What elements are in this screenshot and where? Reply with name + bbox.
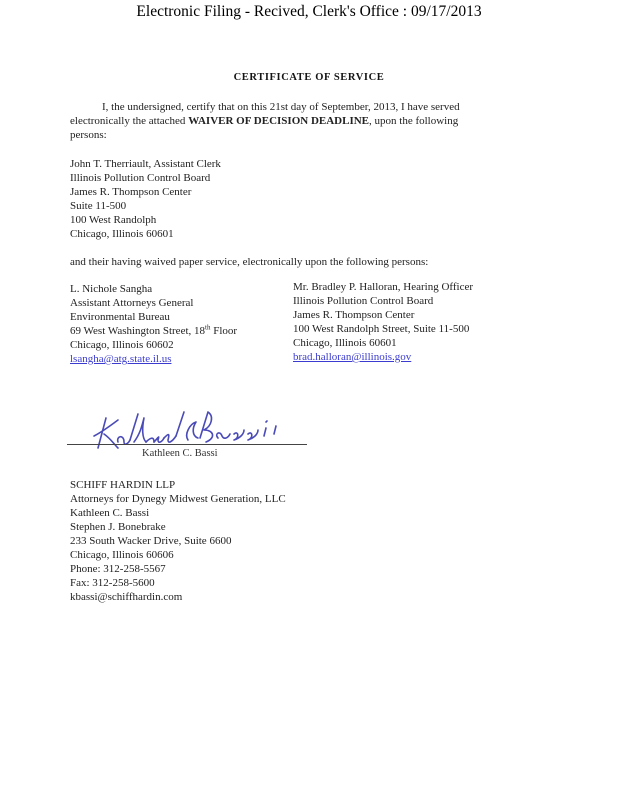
recipient-city: Chicago, Illinois 60602 xyxy=(70,339,174,351)
recipient-email-link[interactable]: brad.halloran@illinois.gov xyxy=(293,351,412,363)
address-line: John T. Therriault, Assistant Clerk xyxy=(70,158,221,170)
recipient-city: Chicago, Illinois 60601 xyxy=(293,337,397,349)
document-name: WAIVER OF DECISION DEADLINE xyxy=(188,115,370,127)
phone-number: Phone: 312-258-5567 xyxy=(70,563,166,575)
right-recipient-address xyxy=(293,280,473,364)
recipient-name: Mr. Bradley P. Halloran, Hearing Officer xyxy=(293,281,474,293)
address-line: 100 West Randolph xyxy=(70,214,157,226)
fax-number: Fax: 312-258-5600 xyxy=(70,577,155,589)
left-recipient-address xyxy=(70,282,237,366)
address-line: James R. Thompson Center xyxy=(70,186,192,198)
certification-line-2-suffix: , upon the following xyxy=(369,115,459,127)
recipient-bureau: Environmental Bureau xyxy=(70,311,170,323)
certification-line-3: persons: xyxy=(70,129,107,141)
certification-line-1: I, the undersigned, certify that on this 21st day of September, 2013, I have served xyxy=(102,101,460,113)
signature-block xyxy=(70,478,286,604)
attorney-name: Stephen J. Bonebrake xyxy=(70,521,166,533)
firm-street: 233 South Wacker Drive, Suite 6600 xyxy=(70,535,232,547)
firm-name: SCHIFF HARDIN LLP xyxy=(70,479,176,491)
waived-service-intro: and their having waived paper service, electronically upon the following persons: xyxy=(70,256,429,268)
signer-printed-name: Kathleen C. Bassi xyxy=(142,448,218,459)
electronic-filing-header: Electronic Filing - Recived, Clerk's Office : 09/17/2013 xyxy=(136,3,482,20)
primary-recipient-address xyxy=(70,157,221,241)
handwritten-signature xyxy=(88,404,288,454)
firm-city: Chicago, Illinois 60606 xyxy=(70,549,174,561)
recipient-name: L. Nichole Sangha xyxy=(70,283,153,295)
signature-line xyxy=(67,444,307,445)
certification-line-2-prefix: electronically the attached xyxy=(70,115,189,127)
firm-role: Attorneys for Dynegy Midwest Generation, LLC xyxy=(70,493,286,505)
address-line: Suite 11-500 xyxy=(70,200,127,212)
recipient-org: Illinois Pollution Control Board xyxy=(293,295,434,307)
recipient-title: Assistant Attorneys General xyxy=(70,297,194,309)
attorney-name: Kathleen C. Bassi xyxy=(70,507,150,519)
recipient-street: 100 West Randolph Street, Suite 11-500 xyxy=(293,323,470,335)
document-title: CERTIFICATE OF SERVICE xyxy=(233,72,385,83)
address-line: Illinois Pollution Control Board xyxy=(70,172,211,184)
certification-line-2 xyxy=(70,114,458,128)
contact-email: kbassi@schiffhardin.com xyxy=(70,591,183,603)
recipient-email-link[interactable]: lsangha@atg.state.il.us xyxy=(70,353,172,365)
recipient-building: James R. Thompson Center xyxy=(293,309,415,321)
address-line: Chicago, Illinois 60601 xyxy=(70,228,174,240)
recipient-street: 69 West Washington Street, 18th Floor xyxy=(70,323,238,337)
